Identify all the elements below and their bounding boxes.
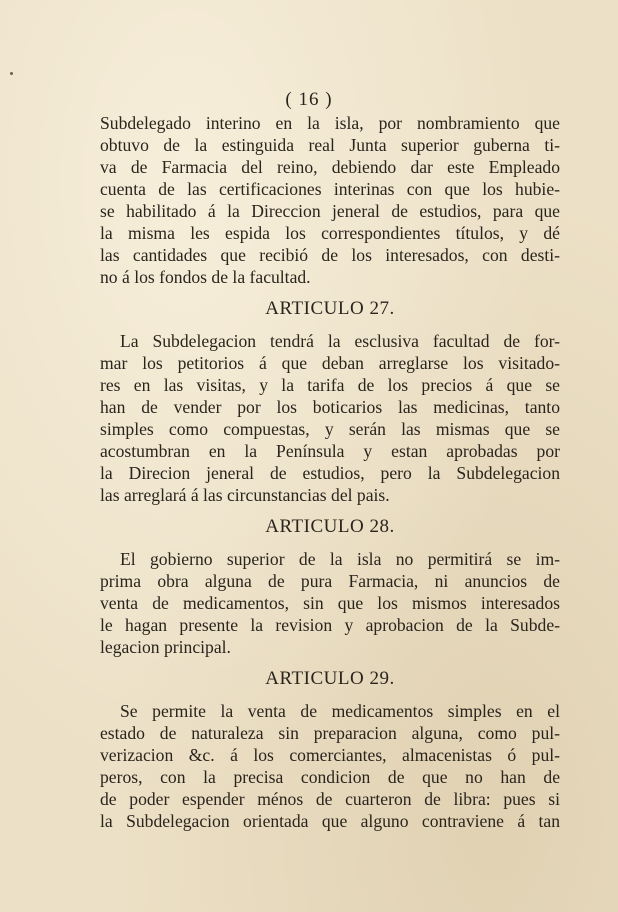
text-line: Subdelegado interino en la isla, por nombramiento que bbox=[100, 113, 560, 133]
text-line: obtuvo de la estinguida real Junta superior guberna ti- bbox=[100, 135, 560, 155]
text-line: La Subdelegacion tendrá la esclusiva facultad de for- bbox=[120, 331, 560, 351]
text-line: legacion principal. bbox=[100, 637, 231, 657]
text-line: res en las visitas, y la tarifa de los precios á que se bbox=[100, 375, 560, 395]
text-line: mar los petitorios á que deban arreglarse los visitado- bbox=[100, 353, 560, 373]
text-line: las arreglará á las circunstancias del pais. bbox=[100, 485, 390, 505]
article-29-body bbox=[100, 700, 560, 832]
article-29-heading: ARTICULO 29. bbox=[265, 668, 395, 689]
text-line: Se permite la venta de medicamentos simples en el bbox=[120, 701, 560, 721]
article-28-heading: ARTICULO 28. bbox=[265, 516, 395, 537]
text-line: va de Farmacia del reino, debiendo dar este Empleado bbox=[100, 157, 560, 177]
ink-speck bbox=[10, 72, 13, 75]
text-line: acostumbran en la Península y estan aprobadas por bbox=[100, 441, 560, 461]
text-line: la Direcion jeneral de estudios, pero la Subdelegacion bbox=[100, 463, 560, 483]
intro-paragraph bbox=[100, 112, 560, 288]
text-line: le hagan presente la revision y aprobacion de la Subde- bbox=[100, 615, 560, 635]
text-line: de poder espender ménos de cuarteron de libra: pues si bbox=[100, 789, 560, 809]
text-line: El gobierno superior de la isla no permitirá se im- bbox=[120, 549, 560, 569]
text-line: verizacion &c. á los comerciantes, almacenistas ó pul- bbox=[100, 745, 560, 765]
text-line: prima obra alguna de pura Farmacia, ni anuncios de bbox=[100, 571, 560, 591]
text-line: peros, con la precisa condicion de que no han de bbox=[100, 767, 560, 787]
text-line: la misma les espida los correspondientes títulos, y dé bbox=[100, 223, 560, 243]
text-line: han de vender por los boticarios las medicinas, tanto bbox=[100, 397, 560, 417]
text-line: no á los fondos de la facultad. bbox=[100, 267, 311, 287]
article-27-body bbox=[100, 330, 560, 506]
page-number: ( 16 ) bbox=[285, 89, 333, 110]
text-line: estado de naturaleza sin preparacion alguna, como pul- bbox=[100, 723, 560, 743]
page-body bbox=[100, 112, 560, 832]
article-27-heading: ARTICULO 27. bbox=[265, 298, 395, 319]
text-line: venta de medicamentos, sin que los mismos interesados bbox=[100, 593, 560, 613]
text-line: simples como compuestas, y serán las mismas que se bbox=[100, 419, 560, 439]
text-line: cuenta de las certificaciones interinas con que los hubie- bbox=[100, 179, 560, 199]
text-line: se habilitado á la Direccion jeneral de estudios, para que bbox=[100, 201, 560, 221]
text-line: la Subdelegacion orientada que alguno contraviene á tan bbox=[100, 811, 560, 831]
text-line: las cantidades que recibió de los interesados, con desti- bbox=[100, 245, 560, 265]
article-28-body bbox=[100, 548, 560, 658]
